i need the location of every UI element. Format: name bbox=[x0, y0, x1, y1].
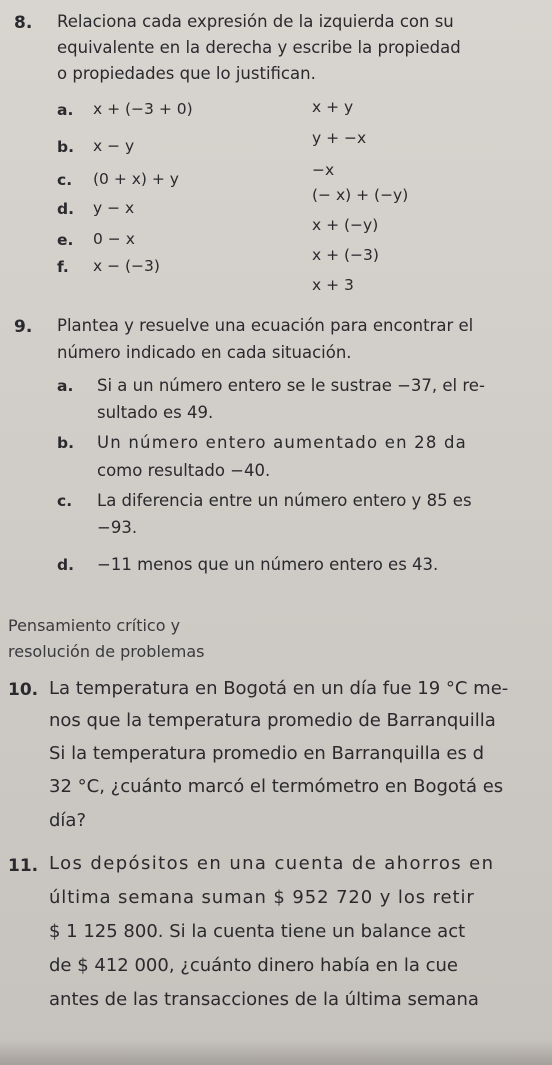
q10-number: 10. bbox=[8, 680, 39, 700]
q8-left-letter: b. bbox=[57, 138, 74, 156]
q8-right-expr: y + −x bbox=[312, 129, 367, 147]
q9-item-letter: b. bbox=[57, 434, 74, 452]
q11-line: antes de las transacciones de la última semana bbox=[49, 989, 479, 1010]
q8-left-letter: a. bbox=[57, 101, 74, 119]
q8-line-1: Relaciona cada expresión de la izquierda con su bbox=[57, 12, 454, 31]
q10-line: 32 °C, ¿cuánto marcó el termómetro en Bogotá es bbox=[49, 776, 504, 797]
q9-item-letter: a. bbox=[57, 377, 74, 395]
section-heading-line-1: Pensamiento crítico y bbox=[8, 616, 181, 635]
q8-left-letter: f. bbox=[57, 258, 69, 276]
q9-item-line: Un número entero aumentado en 28 da bbox=[97, 433, 467, 452]
q9-item-line: −93. bbox=[97, 518, 138, 537]
q8-left-letter: e. bbox=[57, 231, 74, 249]
q9-item-letter: c. bbox=[57, 492, 73, 510]
q8-left-expr: y − x bbox=[93, 199, 135, 217]
q8-left-letter: d. bbox=[57, 200, 74, 218]
q8-left-expr: x + (−3 + 0) bbox=[93, 100, 193, 118]
q9-item-letter: d. bbox=[57, 556, 74, 574]
q11-line: $ 1 125 800. Si la cuenta tiene un balance act bbox=[49, 921, 466, 942]
q8-left-expr: x − (−3) bbox=[93, 257, 160, 275]
q11-line: de $ 412 000, ¿cuánto dinero había en la cue bbox=[49, 955, 458, 976]
q9-line-2: número indicado en cada situación. bbox=[57, 343, 352, 362]
q8-right-expr: (− x) + (−y) bbox=[312, 186, 409, 204]
q8-right-expr: x + (−3) bbox=[312, 246, 379, 264]
q8-line-3: o propiedades que lo justifican. bbox=[57, 64, 316, 83]
q9-line-1: Plantea y resuelve una ecuación para encontrar el bbox=[57, 316, 474, 335]
q9-item-line: Si a un número entero se le sustrae −37, el re- bbox=[97, 376, 485, 395]
q9-item-line: como resultado −40. bbox=[97, 461, 271, 480]
q10-line: nos que la temperatura promedio de Barranquilla bbox=[49, 710, 496, 731]
q8-right-expr: x + (−y) bbox=[312, 216, 379, 234]
q8-right-expr: x + y bbox=[312, 98, 354, 116]
page-bottom-shadow bbox=[0, 1040, 552, 1065]
q11-line: última semana suman $ 952 720 y los retir bbox=[49, 887, 475, 908]
q8-number: 8. bbox=[14, 13, 33, 33]
q10-line: Si la temperatura promedio en Barranquilla es d bbox=[49, 743, 485, 764]
q8-right-expr: x + 3 bbox=[312, 276, 354, 294]
q8-left-letter: c. bbox=[57, 171, 73, 189]
q9-item-line: sultado es 49. bbox=[97, 403, 214, 422]
section-heading-line-2: resolución de problemas bbox=[8, 642, 205, 661]
q9-item-line: −11 menos que un número entero es 43. bbox=[97, 555, 439, 574]
q11-number: 11. bbox=[8, 856, 39, 876]
q10-line: La temperatura en Bogotá en un día fue 19 °C me- bbox=[49, 678, 509, 699]
q8-right-expr: −x bbox=[312, 161, 335, 179]
q9-item-line: La diferencia entre un número entero y 85 es bbox=[97, 491, 472, 510]
q8-line-2: equivalente en la derecha y escribe la propiedad bbox=[57, 38, 461, 57]
q9-number: 9. bbox=[14, 317, 33, 337]
q11-line: Los depósitos en una cuenta de ahorros en bbox=[49, 853, 495, 874]
q8-left-expr: (0 + x) + y bbox=[93, 170, 179, 188]
q8-left-expr: x − y bbox=[93, 137, 135, 155]
q8-left-expr: 0 − x bbox=[93, 230, 135, 248]
q10-line: día? bbox=[49, 810, 87, 831]
